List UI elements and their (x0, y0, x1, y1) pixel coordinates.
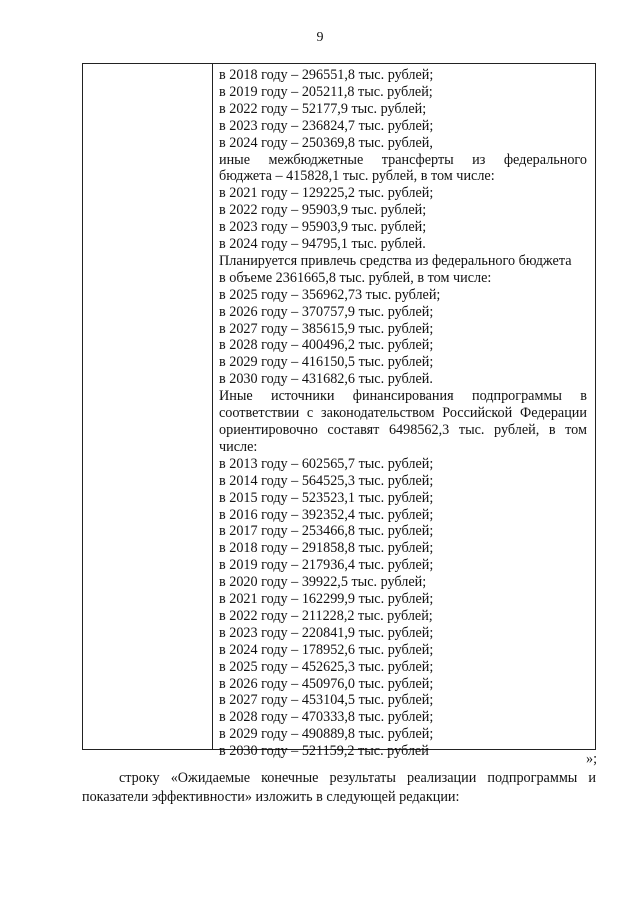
table-cell-line: Планируется привлечь средства из федерального бюджета (219, 252, 572, 269)
closing-quote-mark: »; (586, 751, 598, 767)
table-cell-line: в 2029 году – 490889,8 тыс. рублей; (219, 726, 434, 743)
table-cell-line: в 2014 году – 564525,3 тыс. рублей; (219, 472, 434, 489)
table-cell-line: в 2016 году – 392352,4 тыс. рублей; (219, 506, 434, 523)
table-cell-line: в 2018 году – 291858,8 тыс. рублей; (219, 540, 434, 557)
table-cell-line: в 2026 году – 450976,0 тыс. рублей; (219, 675, 434, 692)
table-cell-line: ориентировочно составят 6498562,3 тыс. рублей, в том (219, 421, 587, 438)
table-cell-line: в 2024 году – 178952,6 тыс. рублей; (219, 641, 434, 658)
table-cell-line: в 2022 году – 52177,9 тыс. рублей; (219, 100, 427, 117)
table-cell-line: в 2017 году – 253466,8 тыс. рублей; (219, 523, 434, 540)
table-cell-line: в 2022 году – 95903,9 тыс. рублей; (219, 202, 427, 219)
table-cell-line: в 2029 году – 416150,5 тыс. рублей; (219, 354, 434, 371)
table-cell-line: в 2020 году – 39922,5 тыс. рублей; (219, 574, 427, 591)
table-cell-line: в 2030 году – 521159,2 тыс. рублей (219, 743, 429, 760)
table-cell-line: в 2030 году – 431682,6 тыс. рублей. (219, 371, 433, 388)
table-cell-line: бюджета – 415828,1 тыс. рублей, в том числе: (219, 168, 495, 185)
table-cell-line: иные межбюджетные трансферты из федерального (219, 151, 587, 168)
table-cell-line: в 2025 году – 452625,3 тыс. рублей; (219, 658, 434, 675)
table-cell-line: в 2024 году – 94795,1 тыс. рублей. (219, 236, 426, 253)
table-cell-line: в 2025 году – 356962,73 тыс. рублей; (219, 286, 441, 303)
table-cell-line: в 2026 году – 370757,9 тыс. рублей; (219, 303, 434, 320)
table-cell-line: соответствии с законодательством Российской Федерации (219, 405, 587, 422)
table-column-divider (212, 64, 213, 749)
table-cell-line: в 2024 году – 250369,8 тыс. рублей, (219, 134, 433, 151)
table-cell-line: числе: (219, 438, 258, 455)
table-cell-line: в 2021 году – 129225,2 тыс. рублей; (219, 185, 434, 202)
table-cell-line: в 2028 году – 400496,2 тыс. рублей; (219, 337, 434, 354)
table-cell-line: в 2019 году – 217936,4 тыс. рублей; (219, 557, 434, 574)
table-cell-line: в 2022 году – 211228,2 тыс. рублей; (219, 607, 433, 624)
table-cell-line: в 2028 году – 470333,8 тыс. рублей; (219, 709, 434, 726)
table-cell-line: в 2019 году – 205211,8 тыс. рублей; (219, 83, 433, 100)
table-cell-line: в 2023 году – 236824,7 тыс. рублей; (219, 117, 434, 134)
body-paragraph: строку «Ожидаемые конечные результаты реализации подпрограммы и показатели эффективности» изложить в следующей редакции: (82, 770, 596, 805)
table-cell-line: Иные источники финансирования подпрограммы в (219, 388, 587, 405)
table-cell-line: в объеме 2361665,8 тыс. рублей, в том числе: (219, 269, 492, 286)
table-cell-line: в 2018 году – 296551,8 тыс. рублей; (219, 67, 434, 83)
table-cell-line: в 2013 году – 602565,7 тыс. рублей; (219, 455, 434, 472)
table-cell-line: в 2021 году – 162299,9 тыс. рублей; (219, 591, 434, 608)
table-cell-line: в 2015 году – 523523,1 тыс. рублей; (219, 489, 434, 506)
table-cell-line: в 2027 году – 385615,9 тыс. рублей; (219, 320, 434, 337)
financing-table (82, 63, 596, 760)
table-cell-line: в 2023 году – 95903,9 тыс. рублей; (219, 219, 427, 236)
table-right-cell (219, 67, 587, 760)
page-number: 9 (316, 30, 324, 45)
table-cell-line: в 2023 году – 220841,9 тыс. рублей; (219, 624, 434, 641)
table-cell-line: в 2027 году – 453104,5 тыс. рублей; (219, 692, 434, 709)
